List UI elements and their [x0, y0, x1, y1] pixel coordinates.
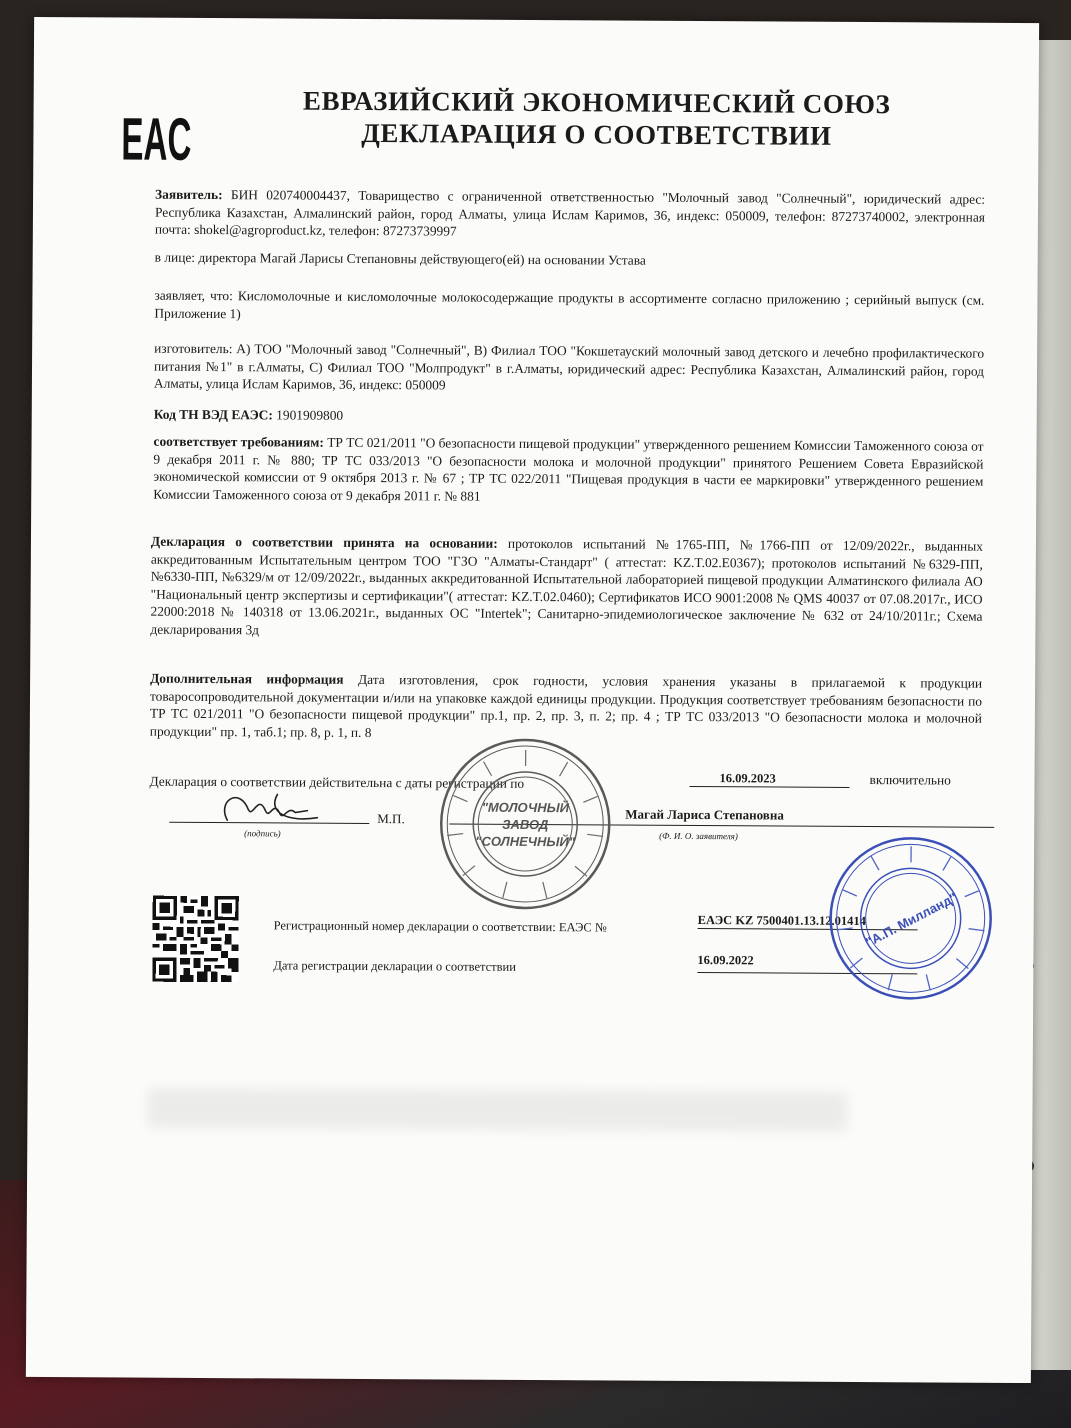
signature-caption: (подпись) — [244, 828, 281, 839]
registration-date-label: Дата регистрации декларации о соответствии — [273, 958, 516, 974]
basis-text: протоколов испытаний №1765-ПП, №1766-ПП от 12/09/2022г., выданных аккредитованным Испытательным центром ТОО "ГЗО "Алматы-Стандарт" ( аттестат: KZ.T.02.E0367); протоколов испытаний №6329-ПП, №6330-ПП, №6329/м от 12/09/2022г., выданных аккредитованной Испытательной лабораторией пищевой продукции Алматинского филиала АО "Национальный центр экспертизы и сертификации"( аттестат: KZ.T.02.0460); Сертификатов ИСО 9001:2008 № QMS 40037 от 07.08.2017г., ИСО 22000:2018 № 140318 от 13.06.2021г., выданных ОС "Intertek"; Санитарно-эпидемиологическое заключение № 632 от 24/10/2011г.; Схема декларирования 3д — [150, 535, 983, 637]
registration-number: ЕАЭС KZ 7500401.13.12.01414 — [698, 913, 918, 930]
hs-code-label: Код ТН ВЭД ЕАЭС: — [153, 406, 273, 423]
company-stamp — [437, 735, 614, 912]
hs-code-paragraph — [154, 406, 984, 429]
eac-logo-icon — [121, 105, 249, 174]
applicant-label: Заявитель: — [155, 186, 223, 203]
name-caption: (Ф. И. О. заявителя) — [659, 830, 738, 842]
additional-info-text: Дата изготовления, срок годности, условия хранения указаны в прилагаемой к продукции товаросопроводительной документации и/или на упаковке каждой единицы продукции. Продукция соответствует требованиям безопасности по ТР ТС 021/2011 "О безопасности пищевой продукции" пр.1, пр. 2, пр. 3, п. 2; пр. 4 ; ТР ТС 033/2013 "О безопасности молока и молочной продукции" пр. 1, таб.1; пр. 8, р. 1, п. 8 — [149, 671, 983, 740]
stamp-line-1: "МОЛОЧНЫЙ — [481, 799, 570, 816]
applicant-name: Магай Лариса Степановна — [625, 806, 784, 823]
hs-code-value: 1901909800 — [276, 407, 344, 423]
mp-label: М.П. — [377, 811, 405, 827]
registration-date: 16.09.2022 — [697, 953, 917, 974]
declares-paragraph: заявляет, что: Кисломолочные и кисломолочные молокосодержащие продукты в ассортименте согласно приложению ; серийный выпуск (см. Приложение 1) — [154, 287, 985, 321]
validity-suffix: включительно — [869, 772, 951, 788]
manufacturer-paragraph: изготовитель: A) ТОО "Молочный завод "Солнечный", B) Филиал ТОО "Кокшетауский молочный завод детского и лечебно профилактического питания №1" в г.Алматы, C) Филиал ТОО "Молпродукт" в г.Алматы, юридический адрес: Республика Казахстан, Алмалинский район, город Алматы, улица Ислам Каримов, 36, индекс: 050009 — [153, 340, 985, 393]
validity-label: Декларация о соответствии действительна с даты регистрации по — [149, 773, 525, 791]
document-content — [121, 77, 991, 974]
additional-info-paragraph — [150, 670, 982, 745]
additional-info-label: Дополнительная информация — [150, 670, 344, 687]
faint-bleed-through — [147, 1088, 847, 1132]
union-title: ЕВРАЗИЙСКИЙ ЭКОНОМИЧЕСКИЙ СОЮЗ — [302, 85, 891, 120]
validity-date: 16.09.2023 — [689, 771, 849, 788]
basis-label: Декларация о соответствии принята на основании: — [150, 533, 498, 551]
certification-stamp-text: "А.П. Милланд" — [863, 889, 960, 950]
declaration-title: ДЕКЛАРАЦИЯ О СООТВЕТСТВИИ — [361, 117, 832, 151]
requirements-paragraph — [153, 433, 983, 508]
representative-paragraph: в лице: директора Магай Ларисы Степановны действующего(ей) на основании Устава — [154, 249, 646, 268]
eac-logo-text: EAC — [121, 105, 249, 174]
requirements-text: ТР ТС 021/2011 "О безопасности пищевой продукции" утвержденного решением Комиссии Таможенного союза от 9 декабря 2011 г. № 880; ТР ТС 033/2013 "О безопасности молока и молочной продукции" принятого Решением Совета Евразийской экономической комиссии от 9 октября 2013 г. № 67 ; ТР ТС 022/2011 "Пищевая продукция в части ее маркировки" утвержденного решением Комиссии Таможенного союза от 9 декабря 2011 г. № 881 — [153, 434, 984, 504]
stamp-line-3: "СОЛНЕЧНЫЙ" — [475, 833, 575, 850]
applicant-paragraph — [155, 186, 985, 244]
qr-code — [152, 896, 239, 983]
declaration-sheet — [26, 17, 1039, 1383]
requirements-label: соответствует требованиям: — [153, 433, 324, 450]
handwritten-signature — [207, 782, 327, 833]
stamp-line-2: ЗАВОД — [502, 816, 549, 833]
basis-paragraph — [150, 533, 983, 643]
document-header — [201, 78, 991, 153]
applicant-text: БИН 020740004437, Товарищество с ограниченной ответственностью "Молочный завод "Солнечный", юридический адрес: Республика Казахстан, Алмалинский район, город Алматы, улица Ислам Каримов, 36, индекс: 050009, телефон: 87273740002, электронная почта: shokel@agroproduct.kz, телефон: 87273739997 — [154, 187, 986, 239]
certification-body-stamp — [826, 834, 995, 1003]
registration-number-label: Регистрационный номер декларации о соответствии: ЕАЭС № — [273, 918, 607, 935]
